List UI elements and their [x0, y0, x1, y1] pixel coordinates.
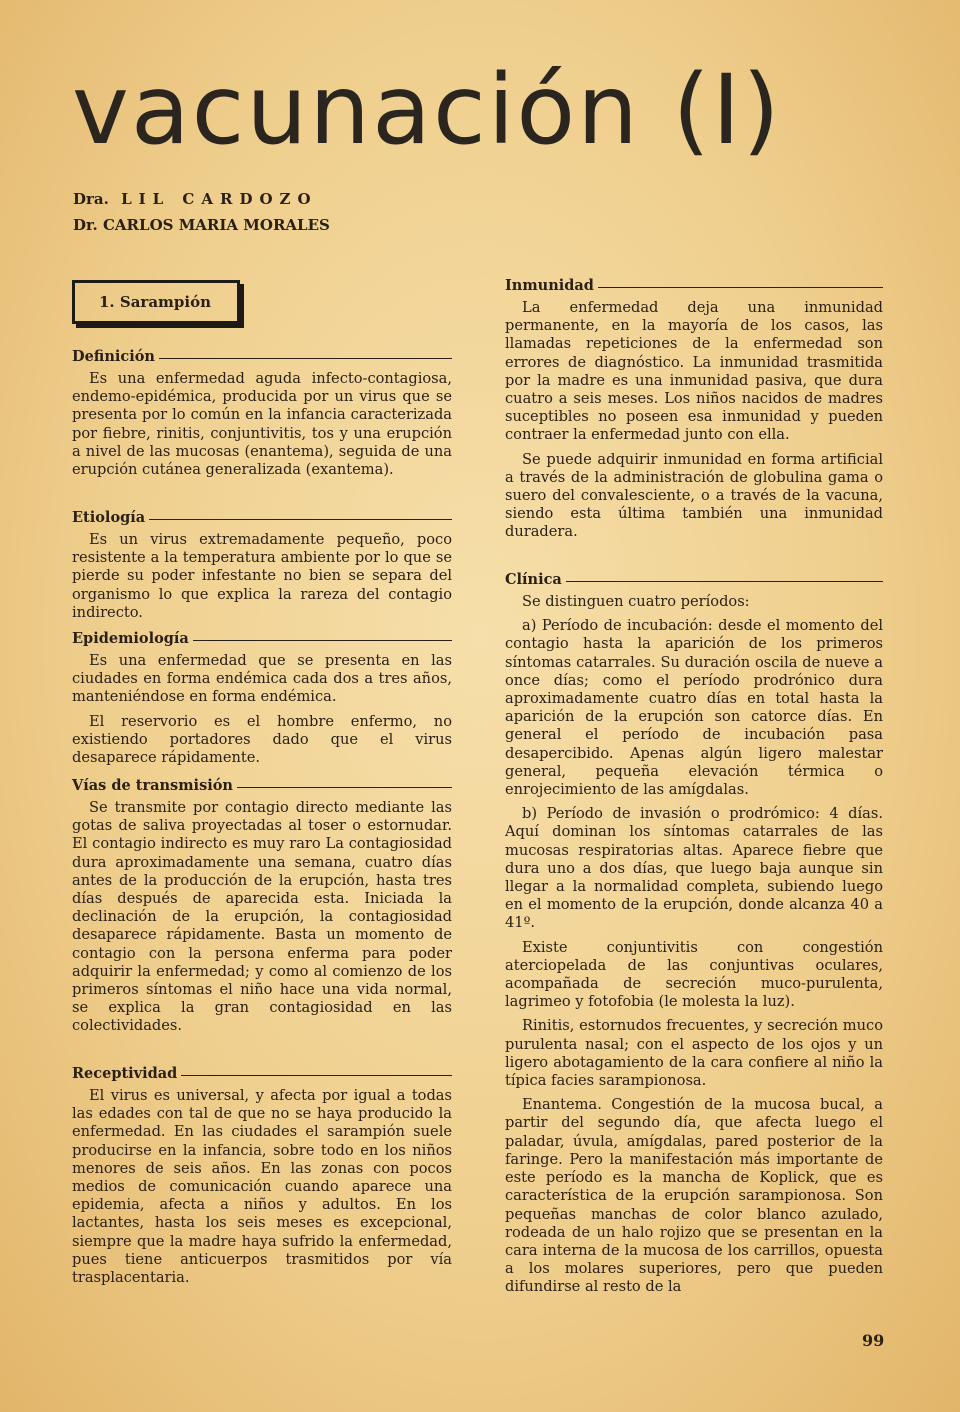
author-1	[73, 190, 330, 216]
author-2: Dr. CARLOS MARIA MORALES	[73, 216, 330, 234]
author-1-name: LIL CARDOZO	[121, 190, 318, 208]
authors	[73, 190, 330, 242]
section-box-sarampion: 1. Sarampión	[72, 280, 240, 324]
paragraph: Es una enfermedad aguda infecto-contagiosa, endemo-epidémica, producida por un virus que se presenta por lo común en la infancia caracterizada por fiebre, rinitis, conjuntivitis, tos y una erupción a nivel de las mucosas (enantema), seguida de una erupción cutánea generalizada (exantema).	[72, 370, 452, 479]
author-1-title: Dra.	[73, 190, 109, 208]
paragraph: Se puede adquirir inmunidad en forma artificial a través de la administración de globulina gama o suero del convalesciente, o a través de la vacuna, siendo esta última también una inmunidad duradera.	[505, 450, 883, 541]
heading-vias-transmision: Vías de transmisión	[72, 775, 452, 797]
page-number: 99	[862, 1331, 885, 1350]
section-epidemiologia	[72, 628, 452, 773]
page-title: vacunación (I)	[72, 54, 782, 166]
paragraph: a) Período de incubación: desde el momento del contagio hasta la aparición de los primeros síntomas catarrales. Su duración oscila de nueve a once días; como el período prodrónico dura aproximadamente cuatro días en total hasta la aparición de la erupción son catorce días. En general el período de incubación pasa desapercibido. Apenas algún ligero malestar general, pequeña elevación térmica o enrojecimiento de las amígdalas.	[505, 617, 883, 799]
heading-inmunidad: Inmunidad	[505, 275, 883, 297]
paragraph: Es un virus extremadamente pequeño, poco resistente a la temperatura ambiente por lo que se pierde su poder infestante no bien se separa del organismo lo que explica la rareza del contagio indirecto.	[72, 531, 452, 621]
paragraph: Rinitis, estornudos frecuentes, y secreción muco purulenta nasal; con el aspecto de los ojos y un ligero abotagamiento de la cara confiere al niño la típica facies sarampionosa.	[505, 1017, 883, 1090]
heading-epidemiologia: Epidemiología	[72, 628, 452, 650]
section-inmunidad	[505, 275, 883, 548]
paragraph: Existe conjuntivitis con congestión aterciopelada de las conjuntivas oculares, acompañada de secreción muco-purulenta, lagrimeo y fotofobia (le molesta la luz).	[505, 938, 883, 1011]
paragraph: Se transmite por contagio directo mediante las gotas de saliva proyectadas al toser o estornudar. El contagio indirecto es muy raro La contagiosidad dura aproximadamente una semana, cuatro días antes de la producción de la erupción, hasta tres días después de aparecida esta. Iniciada la declinación de la erupción, la contagiosidad desaparece rápidamente. Basta un momento de contagio con la persona enferma para poder adquirir la enfermedad; y como al comienzo de los primeros síntomas el niño hace una vida normal, se explica la gran contagiosidad en las colectividades.	[72, 799, 452, 1035]
section-vias-transmision	[72, 775, 452, 1042]
section-definicion	[72, 346, 452, 485]
heading-etiologia: Etiología	[72, 507, 452, 529]
section-receptividad	[72, 1063, 452, 1293]
heading-definicion: Definición	[72, 346, 452, 368]
section-etiologia	[72, 507, 452, 628]
paragraph: Enantema. Congestión de la mucosa bucal, a partir del segundo día, que afecta luego el paladar, úvula, amígdalas, pared posterior de la faringe. Pero la manifestación más importante de este período es la mancha de Koplick, que es característica de la erupción sarampionosa. Son pequeñas manchas de color blanco azulado, rodeada de un halo rojizo que se presentan en la cara interna de la mucosa de los carrillos, opuesta a los molares superiores, pero que pueden difundirse al resto de la	[505, 1096, 883, 1296]
paragraph: Es una enfermedad que se presenta en las ciudades en forma endémica cada dos a tres años, manteniéndose en forma endémica.	[72, 652, 452, 706]
paragraph: b) Período de invasión o prodrómico: 4 días. Aquí dominan los síntomas catarrales de las mucosas respiratorias altas. Aparece fiebre que dura uno a dos días, que luego baja aunque sin llegar a la normalidad completa, subiendo luego en el momento de la erupción, donde alcanza 40 a 41º.	[505, 805, 883, 932]
paragraph: El virus es universal, y afecta por igual a todas las edades con tal de que no se haya producido la enfermedad. En las ciudades el sarampión suele producirse en la infancia, sobre todo en los niños menores de seis años. En las zonas con pocos medios de comunicación cuando aparece una epidemia, afecta a niños y adultos. En los lactantes, hasta los seis meses es excepcional, siempre que la madre haya sufrido la enfermedad, pues tiene anticuerpos trasmitidos por vía trasplacentaria.	[72, 1087, 452, 1287]
paragraph: El reservorio es el hombre enfermo, no existiendo portadores dado que el virus desaparece rápidamente.	[72, 712, 452, 767]
heading-receptividad: Receptividad	[72, 1063, 452, 1085]
paragraph: La enfermedad deja una inmunidad permanente, en la mayoría de los casos, las llamadas repeticiones de la enfermedad son errores de diagnóstico. La inmunidad trasmitida por la madre es una inmunidad pasiva, que dura cuatro a seis meses. Los niños nacidos de madres suceptibles no poseen esa inmunidad y pueden contraer la enfermedad junto con ella.	[505, 299, 883, 444]
section-clinica	[505, 569, 883, 1303]
heading-clinica: Clínica	[505, 569, 883, 591]
paragraph: Se distinguen cuatro períodos:	[522, 593, 750, 610]
